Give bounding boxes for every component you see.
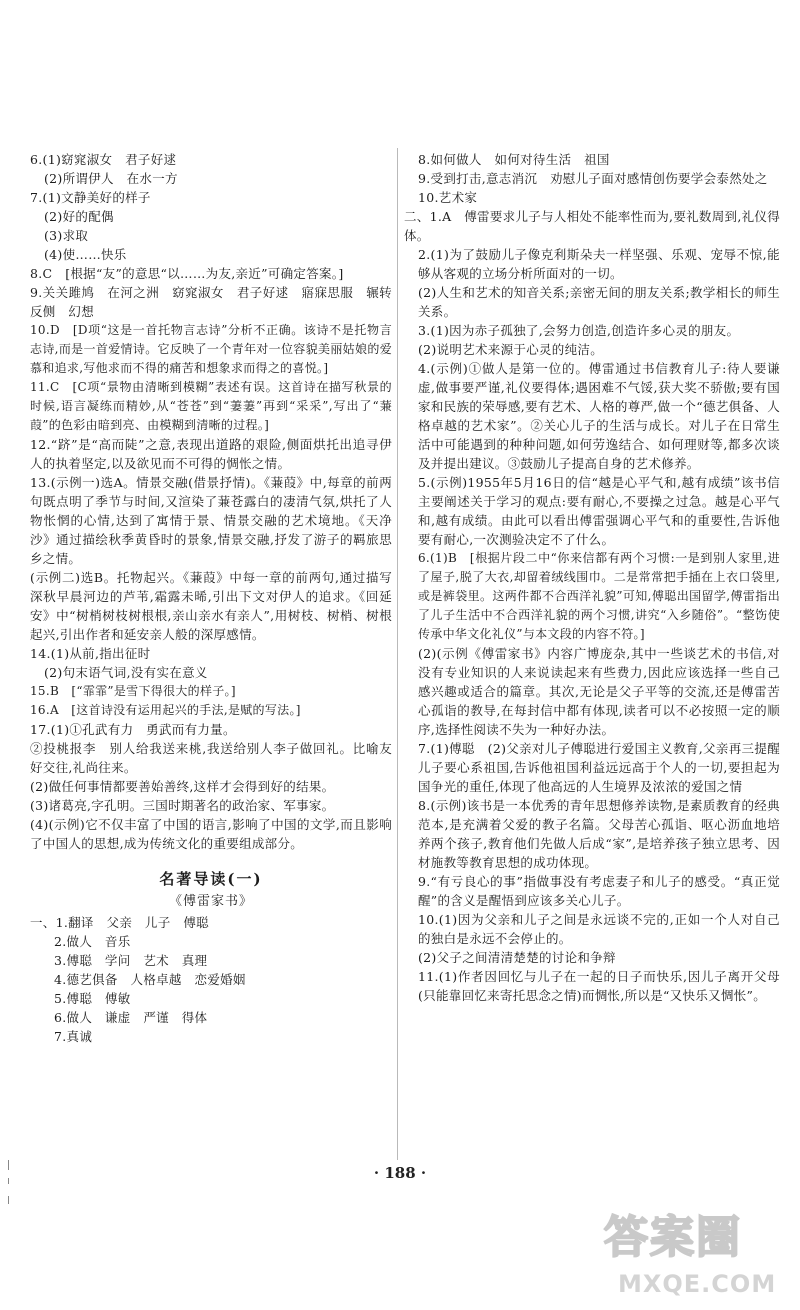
answer-line: (3)求取 bbox=[44, 228, 89, 243]
answer-line: 7.真诚 bbox=[54, 1029, 93, 1044]
section-subtitle: 《傅雷家书》 bbox=[168, 894, 253, 909]
answer-line: 9.“有亏良心的事”指做事没有考虑妻子和儿子的感受。“真正觉醒”的含义是醒悟到应该多关心儿子。 bbox=[418, 874, 780, 908]
answer-line: 2.做人 音乐 bbox=[54, 934, 131, 949]
section-title: 名著导读(一) bbox=[159, 870, 263, 888]
answer-line: 6.做人 谦虚 严谨 得体 bbox=[54, 1010, 208, 1025]
answer-line: 9.关关雎鸠 在河之洲 窈窕淑女 君子好逑 寤寐思服 辗转反侧 幻想 bbox=[30, 285, 392, 319]
answer-line: (2)做任何事情都要善始善终,这样才会得到好的结果。 bbox=[30, 779, 335, 794]
answer-line: (2)好的配偶 bbox=[44, 209, 114, 224]
answer-line: 7.(1)文静美好的样子 bbox=[30, 190, 151, 205]
answer-line: 4.(示例)①做人是第一位的。傅雷通过书信教育儿子:待人要谦虚,做事要严谨,礼仪要得体;遇困难不气馁,获大奖不骄傲;要有国家和民族的荣辱感,要有艺术、人格的尊严,做一个“德艺俱备、人格卓越的艺术家”。②关心儿子的生活与成长。对儿子在日常生活中可能遇到的种种问题,如何劳逸结合、如何理财等,都多次谈及并提出建议。③鼓励儿子提高自身的艺术修养。 bbox=[418, 361, 780, 471]
answer-line: (2)所谓伊人 在水一方 bbox=[44, 171, 178, 186]
answer-line: 7.(1)傅聪 (2)父亲对儿子傅聪进行爱国主义教育,父亲再三提醒儿子要心系祖国,告诉他祖国利益远远高于个人的一切,要担起为国争光的重任,体现了他高远的人生境界及浓浓的爱国之情 bbox=[418, 741, 780, 794]
answer-line: (2)句末语气词,没有实在意义 bbox=[44, 665, 208, 680]
answer-line: 16.A [这首诗没有运用起兴的手法,是赋的写法。] bbox=[30, 703, 301, 717]
right-column bbox=[404, 150, 780, 1005]
answer-line: (2)(示例《傅雷家书》内容广博庞杂,其中一些谈艺术的书信,对没有专业知识的人来说读起来有些费力,因此应该选择一些自己感兴趣或适合的篇章。其次,无论是父子平等的交流,还是傅雷苦心孤诣的教导,在每封信中都有体现,读者可以不必按照一定的顺序,选择性阅读不失为一种好办法。 bbox=[418, 646, 780, 737]
answer-line: 10.D [D项“这是一首托物言志诗”分析不正确。该诗不是托物言志诗,而是一首爱情诗。它反映了一个青年对一位容貌美丽姑娘的爱慕和追求,写他求而不得的痛苦和想象求而得之的喜悦。] bbox=[30, 323, 392, 375]
answer-line: 6.(1)窈窕淑女 君子好逑 bbox=[30, 152, 177, 167]
answer-line: 8.(示例)该书是一本优秀的青年思想修养读物,是素质教育的经典范本,是充满着父爱的教子名篇。父母苦心孤诣、呕心沥血地培养两个孩子,教育他们先做人后成“家”,是培养孩子独立思考、因材施教等教育思想的成功体现。 bbox=[418, 798, 780, 870]
answer-line: 5.(示例)1955年5月16日的信“越是心平气和,越有成绩”该书信主要阐述关于学习的观点:要有耐心,不要操之过急。越是心平气和,越有成绩。由此可以看出傅雷强调心平气和的重要性,告诉他要有耐心,一次测验决定不了什么。 bbox=[418, 475, 780, 547]
answer-line: 9.受到打击,意志消沉 劝慰儿子面对感情创伤要学会泰然处之 bbox=[418, 171, 768, 186]
margin-mark bbox=[8, 1178, 9, 1184]
answer-line: 14.(1)从前,指出征时 bbox=[30, 646, 151, 661]
answer-line: ②投桃报李 别人给我送来桃,我送给别人李子做回礼。比喻友好交往,礼尚往来。 bbox=[30, 741, 392, 775]
answer-line: 6.(1)B [根据片段二中“你来信都有两个习惯:一是到别人家里,进了屋子,脱了大衣,却留着绒线围巾。二是常常把手插在上衣口袋里,或是裤袋里。这两件都不合西洋礼貌”可知,傅聪出国留学,傅雷指出了儿子生活中不合西洋礼貌的两个习惯,讲究“入乡随俗”。“整饬使传承中华文化礼仪”与本文段的内容不符。] bbox=[418, 551, 780, 641]
answer-line: 10.艺术家 bbox=[418, 190, 478, 205]
answer-line: (3)诸葛亮,字孔明。三国时期著名的政治家、军事家。 bbox=[30, 798, 335, 813]
margin-mark bbox=[8, 1160, 9, 1170]
answer-line: 12.“跻”是“高而陡”之意,表现出道路的艰险,侧面烘托出追寻伊人的执着坚定,以及欲见而不可得的惆怅之情。 bbox=[30, 437, 392, 471]
answer-line: (2)说明艺术来源于心灵的纯洁。 bbox=[418, 342, 604, 357]
answer-line: (4)(示例)它不仅丰富了中国的语言,影响了中国的文学,而且影响了中国人的思想,成为传统文化的重要组成部分。 bbox=[30, 817, 392, 851]
left-column bbox=[30, 150, 392, 1046]
answer-line: (示例二)选B。托物起兴。《蒹葭》中每一章的前两句,通过描写深秋早晨河边的芦苇,霜露未晞,引出下文对伊人的追求。《回延安》中“树梢树枝树根根,亲山亲水有亲人”,用树枝、树梢、树根起兴,引出作者和延安亲人般的深厚感情。 bbox=[30, 570, 392, 642]
answer-line: 4.德艺俱备 人格卓越 恋爱婚姻 bbox=[54, 972, 246, 987]
answer-line: 8.如何做人 如何对待生活 祖国 bbox=[418, 152, 610, 167]
answer-line: 15.B [“霏霏”是雪下得很大的样子。] bbox=[30, 684, 236, 698]
answer-line: 5.傅聪 傅敏 bbox=[54, 991, 131, 1006]
answer-line: 17.(1)①孔武有力 勇武而有力量。 bbox=[30, 722, 236, 737]
watermark-glyphs: 答案圈 bbox=[604, 1212, 742, 1263]
answer-line: 11.(1)作者因回忆与儿子在一起的日子而快乐,因儿子离开父母(只能靠回忆来寄托思念之情)而惆怅,所以是“又快乐又惆怅”。 bbox=[418, 969, 780, 1003]
answer-line: (2)父子之间清清楚楚的讨论和争辩 bbox=[418, 950, 616, 965]
answer-line: 3.(1)因为赤子孤独了,会努力创造,创造许多心灵的朋友。 bbox=[418, 323, 740, 338]
answer-line: 3.傅聪 学问 艺术 真理 bbox=[54, 953, 208, 968]
column-divider bbox=[397, 148, 398, 1160]
answer-line: 11.C [C项“景物由清晰到模糊”表述有误。这首诗在描写秋景的时候,语言凝练而精妙,从“苍苍”到“萋萋”再到“采采”,写出了“蒹葭”的色彩由暗到亮、由模糊到清晰的过程。] bbox=[30, 380, 392, 432]
answer-line: (2)人生和艺术的知音关系;亲密无间的朋友关系;教学相长的师生关系。 bbox=[418, 285, 780, 319]
answer-line: 13.(示例一)选A。情景交融(借景抒情)。《蒹葭》中,每章的前两句既点明了季节与时间,又渲染了蒹苍露白的凄清气氛,烘托了人物怅惘的心情,达到了寓情于景、情景交融的艺术境地。《天净沙》通过描绘秋季黄昏时的景象,情景交融,抒发了游子的羁旅思乡之情。 bbox=[30, 475, 392, 566]
answer-line: 一、1.翻译 父亲 儿子 傅聪 bbox=[30, 915, 209, 930]
answer-line: (4)使……快乐 bbox=[44, 247, 127, 262]
answer-line: 8.C [根据“友”的意思“以……为友,亲近”可确定答案。] bbox=[30, 266, 344, 281]
answer-line: 2.(1)为了鼓励儿子像克利斯朵夫一样坚强、乐观、宠辱不惊,能够从客观的立场分析所面对的一切。 bbox=[418, 247, 780, 281]
page-number: · 188 · bbox=[373, 1164, 427, 1182]
margin-mark bbox=[8, 1196, 9, 1204]
answer-line: 二、1.A 傅雷要求儿子与人相处不能率性而为,要礼数周到,礼仪得体。 bbox=[404, 209, 781, 243]
watermark-url: MXQE.COM bbox=[618, 1270, 777, 1298]
answer-line: 10.(1)因为父亲和儿子之间是永远谈不完的,正如一个人对自己的独白是永远不会停止的。 bbox=[418, 912, 780, 946]
watermark-logo bbox=[604, 1204, 786, 1300]
